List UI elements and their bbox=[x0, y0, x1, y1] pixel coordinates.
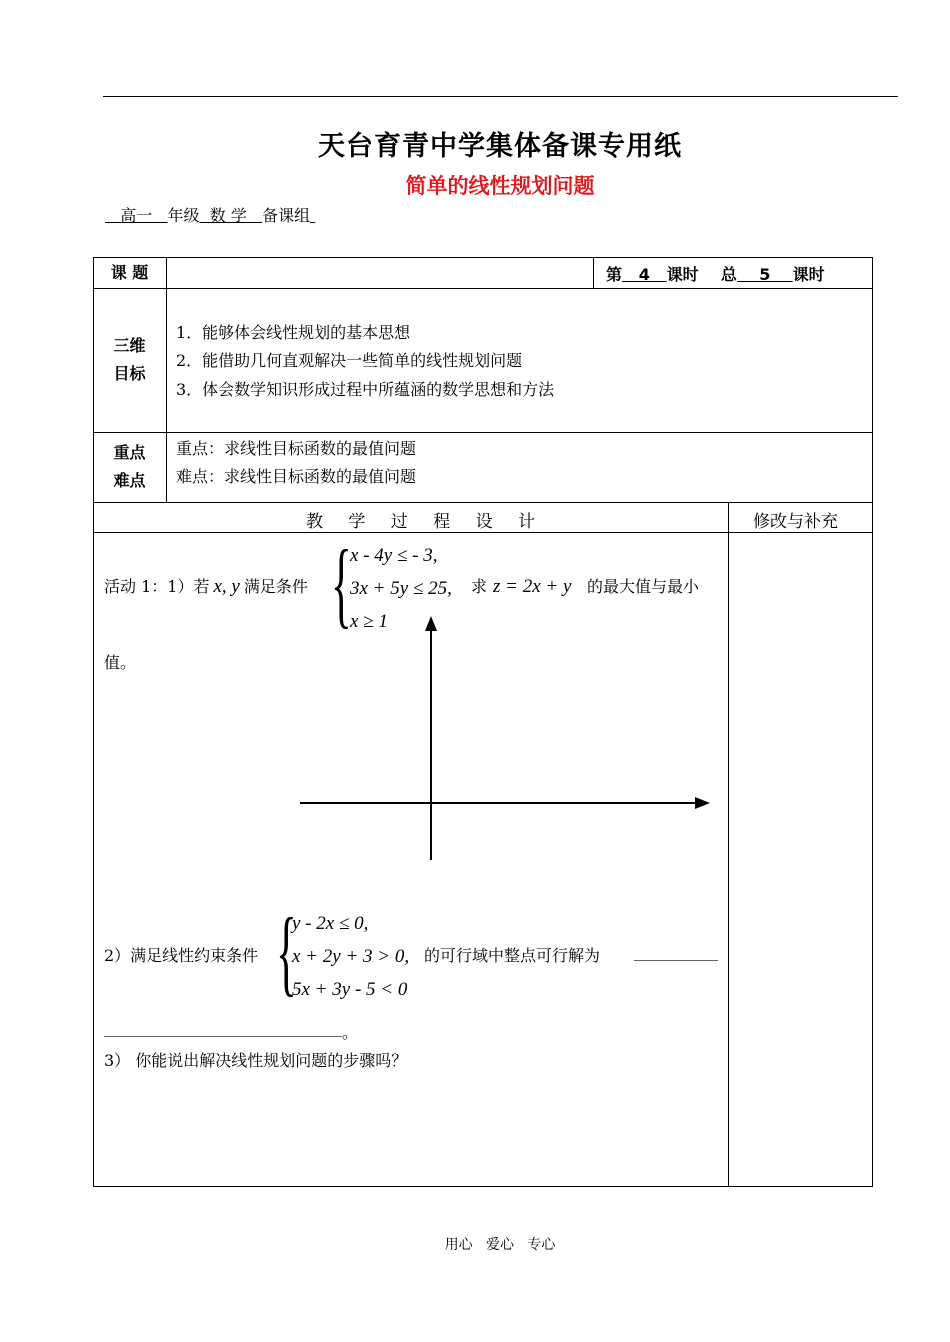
q1-prefix: 活动 1：1）若 x, y 满足条件 bbox=[104, 576, 308, 597]
q1-objective: z = 2x + y bbox=[493, 576, 572, 597]
subject-value: 数 学 bbox=[209, 206, 247, 225]
goals-label: 三维 目标 bbox=[113, 336, 146, 383]
x-axis-arrow-icon bbox=[695, 797, 710, 809]
q2-constraint-1: y - 2x ≤ 0, bbox=[292, 913, 369, 934]
q3-question: 3） 你能说出解决线性规划问题的步骤吗？ bbox=[104, 1051, 408, 1070]
topic-label: 课 题 bbox=[110, 263, 149, 282]
q2-blank-end: 。 bbox=[342, 1023, 359, 1042]
process-design-header: 教 学 过 程 设 计 bbox=[306, 512, 546, 532]
period-info: 第 4 课时 总 5 课时 bbox=[606, 265, 825, 284]
q2-answer-blank-2 bbox=[104, 1036, 342, 1037]
grade-suffix: 年级 bbox=[167, 206, 200, 225]
q2-brace: { bbox=[276, 898, 297, 1005]
lesson-title: 简单的线性规划问题 bbox=[405, 174, 595, 198]
school-title: 天台育青中学集体备课专用纸 bbox=[318, 131, 682, 162]
goal-item-3: 3．体会数学知识形成过程中所蕴涵的数学思想和方法 bbox=[176, 380, 555, 399]
q1-suffix: 的最大值与最小 bbox=[587, 577, 700, 596]
difficulty: 难点：求线性目标函数的最值问题 bbox=[176, 467, 417, 486]
focus-label: 重点 难点 bbox=[113, 443, 146, 490]
q2-prefix: 2）满足线性约束条件 bbox=[104, 946, 259, 965]
q1-brace: { bbox=[331, 530, 352, 637]
goal-item-1: 1．能够体会线性规划的基本思想 bbox=[176, 323, 411, 342]
q1-ask: 求 bbox=[471, 577, 488, 596]
y-axis-arrow-icon bbox=[425, 616, 437, 631]
notes-header: 修改与补充 bbox=[753, 512, 838, 532]
q1-constraint-2: 3x + 5y ≤ 25, bbox=[350, 578, 452, 599]
q2-answer-blank-1 bbox=[634, 960, 718, 961]
goal-item-2: 2．能借助几何直观解决一些简单的线性规划问题 bbox=[176, 351, 523, 370]
q1-tail: 值。 bbox=[104, 653, 137, 672]
q2-suffix: 的可行域中整点可行解为 bbox=[424, 946, 601, 965]
footer-motto: 用心 爱心 专心 bbox=[444, 1237, 556, 1253]
q1-constraint-1: x - 4y ≤ - 3, bbox=[350, 545, 438, 566]
q1-constraint-3: x ≥ 1 bbox=[350, 611, 388, 632]
grade-value: 高一 bbox=[120, 206, 153, 225]
key-point: 重点：求线性目标函数的最值问题 bbox=[176, 439, 417, 458]
q2-constraint-2: x + 2y + 3 > 0, bbox=[292, 946, 410, 967]
group-suffix: 备课组 bbox=[262, 206, 311, 225]
q2-constraint-3: 5x + 3y - 5 < 0 bbox=[292, 979, 408, 1000]
